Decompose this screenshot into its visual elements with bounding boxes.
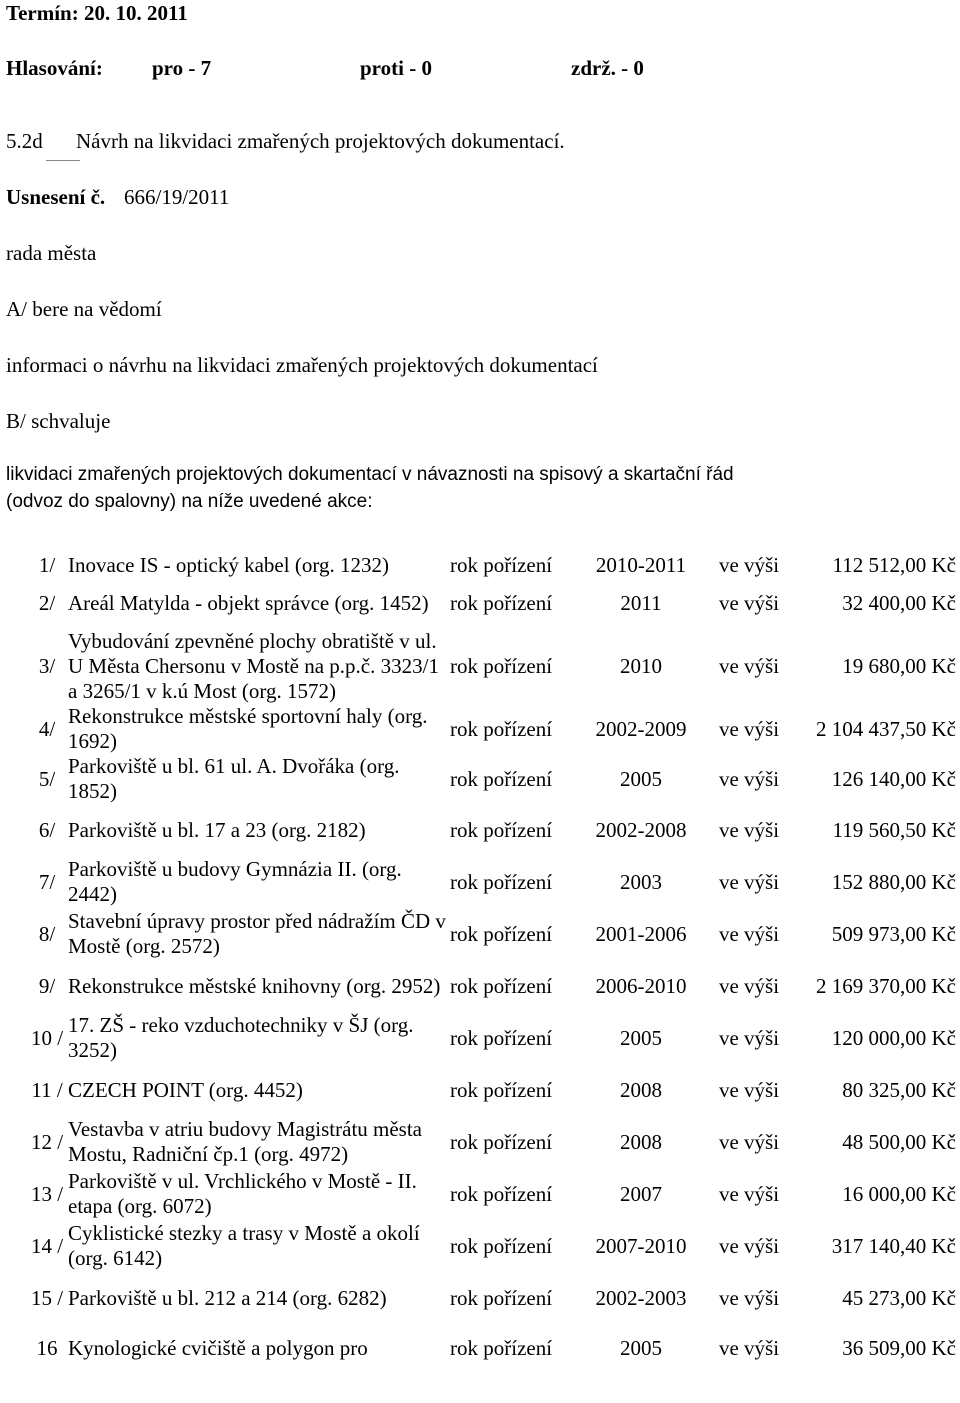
acquisition-year-cell: 2006-2010 — [595, 973, 687, 998]
table-row — [28, 960, 956, 1012]
amount-label-cell: ve výši — [718, 921, 780, 946]
voting-label: Hlasování: — [6, 56, 103, 80]
item-number-cell: 13 / — [30, 1181, 64, 1206]
item-description-cell: Rekonstrukce městské knihovny (org. 2952) — [68, 973, 441, 998]
acquisition-label-cell: rok pořízení — [450, 552, 553, 577]
amount-label-cell: ve výši — [718, 1335, 780, 1360]
amount-label-cell: ve výši — [718, 869, 780, 894]
section-b-text-line2: (odvoz do spalovny) na níže uvedené akce: — [6, 491, 373, 512]
amount-label-cell: ve výši — [718, 1077, 780, 1102]
amount-label-cell: ve výši — [718, 1129, 780, 1154]
table-row — [28, 1168, 956, 1220]
item-number-cell: 7/ — [38, 869, 56, 894]
acquisition-label-cell: rok pořízení — [450, 1285, 553, 1310]
table-row — [28, 552, 956, 578]
amount-cell: 317 140,40 Kč — [831, 1233, 956, 1258]
acquisition-label-cell: rok pořízení — [450, 1025, 553, 1050]
amount-label-cell: ve výši — [718, 1025, 780, 1050]
item-description-cell: Vestavba v atriu budovy Magistrátu města Mostu, Radniční čp.1 (org. 4972) — [68, 1117, 423, 1166]
acquisition-label-cell: rok pořízení — [450, 973, 553, 998]
amount-cell: 120 000,00 Kč — [831, 1025, 956, 1050]
amount-label-cell: ve výši — [718, 817, 780, 842]
amount-cell: 112 512,00 Kč — [832, 552, 956, 577]
amount-cell: 36 509,00 Kč — [842, 1335, 956, 1360]
amount-cell: 48 500,00 Kč — [842, 1129, 956, 1154]
amount-label-cell: ve výši — [718, 973, 780, 998]
acquisition-label-cell: rok pořízení — [450, 817, 553, 842]
amount-cell: 19 680,00 Kč — [842, 653, 956, 678]
table-row — [28, 908, 956, 960]
amount-label-cell: ve výši — [718, 766, 780, 791]
item-description-cell: Inovace IS - optický kabel (org. 1232) — [68, 552, 389, 577]
item-number-cell: 1/ — [38, 552, 56, 577]
item-number-cell: 4/ — [38, 716, 56, 741]
item-number-cell: 16 — [36, 1335, 58, 1360]
section-a-text: informaci o návrhu na likvidaci zmařených projektových dokumentací — [6, 353, 598, 377]
table-row — [28, 628, 956, 704]
item-number-cell: 14 / — [30, 1233, 64, 1258]
divider — [46, 160, 80, 161]
section-b-heading: B/ schvaluje — [6, 409, 111, 433]
acquisition-year-cell: 2003 — [620, 869, 662, 894]
amount-cell: 45 273,00 Kč — [842, 1285, 956, 1310]
acquisition-year-cell: 2002-2003 — [595, 1285, 687, 1310]
amount-label-cell: ve výši — [718, 1285, 780, 1310]
table-row — [28, 754, 956, 804]
item-number: 5.2d — [6, 129, 43, 153]
acquisition-year-cell: 2010 — [620, 653, 662, 678]
section-b-text-line1: likvidaci zmařených projektových dokumentací v návaznosti na spisový a skartační řád — [6, 464, 734, 485]
table-row — [28, 1012, 956, 1064]
table-row — [28, 1220, 956, 1272]
acquisition-year-cell: 2011 — [620, 590, 662, 615]
council-text: rada města — [6, 241, 97, 265]
item-number-cell: 11 / — [31, 1077, 63, 1102]
acquisition-label-cell: rok pořízení — [450, 590, 553, 615]
table-row — [28, 704, 956, 754]
table-row — [28, 856, 956, 908]
item-description-cell: Areál Matylda - objekt správce (org. 1452) — [68, 590, 429, 615]
acquisition-year-cell: 2002-2009 — [595, 716, 687, 741]
item-title: Návrh na likvidaci zmařených projektových dokumentací. — [76, 129, 565, 153]
item-description-cell: Rekonstrukce městské sportovní haly (org. 1692) — [68, 704, 428, 753]
amount-label-cell: ve výši — [718, 590, 780, 615]
acquisition-year-cell: 2008 — [620, 1129, 662, 1154]
item-number-cell: 10 / — [30, 1025, 64, 1050]
amount-cell: 509 973,00 Kč — [831, 921, 956, 946]
acquisition-year-cell: 2001-2006 — [595, 921, 687, 946]
acquisition-label-cell: rok pořízení — [450, 1335, 553, 1360]
item-number-cell: 15 / — [30, 1285, 64, 1310]
acquisition-label-cell: rok pořízení — [450, 653, 553, 678]
amount-cell: 16 000,00 Kč — [842, 1181, 956, 1206]
item-description-cell: Vybudování zpevněné plochy obratiště v ul. U Města Chersonu v Mostě na p.p.č. 3323/1 a 3265/1 v k.ú Most (org. 1572) — [68, 628, 439, 703]
amount-label-cell: ve výši — [718, 716, 780, 741]
item-number-cell: 3/ — [38, 653, 56, 678]
amount-cell: 80 325,00 Kč — [842, 1077, 956, 1102]
acquisition-year-cell: 2007-2010 — [595, 1233, 687, 1258]
item-description-cell: 17. ZŠ - reko vzduchotechniky v ŠJ (org. 3252) — [68, 1013, 414, 1062]
resolution-label: Usnesení č. — [6, 185, 106, 209]
votes-against: proti - 0 — [360, 56, 432, 80]
acquisition-year-cell: 2008 — [620, 1077, 662, 1102]
item-description-cell: Cyklistické stezky a trasy v Mostě a okolí (org. 6142) — [68, 1221, 420, 1270]
termin-date: Termín: 20. 10. 2011 — [6, 1, 188, 25]
item-description-cell: Parkoviště u budovy Gymnázia II. (org. 2442) — [68, 857, 402, 906]
acquisition-label-cell: rok pořízení — [450, 766, 553, 791]
item-description-cell: Parkoviště u bl. 61 ul. A. Dvořáka (org. 1852) — [68, 754, 400, 803]
table-row — [28, 1324, 956, 1372]
item-number-cell: 8/ — [38, 921, 56, 946]
item-number-cell: 6/ — [38, 817, 56, 842]
item-number-cell: 9/ — [38, 973, 56, 998]
acquisition-label-cell: rok pořízení — [450, 921, 553, 946]
votes-abstain: zdrž. - 0 — [571, 56, 644, 80]
items-table-body — [28, 552, 956, 1372]
table-row — [28, 1272, 956, 1324]
amount-label-cell: ve výši — [718, 1181, 780, 1206]
acquisition-year-cell: 2005 — [620, 1025, 662, 1050]
amount-label-cell: ve výši — [718, 552, 780, 577]
acquisition-label-cell: rok pořízení — [450, 716, 553, 741]
item-number-cell: 2/ — [38, 590, 56, 615]
amount-cell: 119 560,50 Kč — [832, 817, 956, 842]
table-row — [28, 1064, 956, 1116]
acquisition-year-cell: 2005 — [620, 1335, 662, 1360]
item-description-cell: Kynologické cvičiště a polygon pro — [68, 1335, 368, 1360]
table-row — [28, 1116, 956, 1168]
acquisition-year-cell: 2010-2011 — [595, 552, 687, 577]
item-description-cell: Parkoviště v ul. Vrchlického v Mostě - II. etapa (org. 6072) — [68, 1169, 417, 1218]
acquisition-year-cell: 2005 — [620, 766, 662, 791]
item-description-cell: Parkoviště u bl. 17 a 23 (org. 2182) — [68, 817, 366, 842]
amount-cell: 2 169 370,00 Kč — [816, 973, 956, 998]
acquisition-year-cell: 2007 — [620, 1181, 662, 1206]
acquisition-label-cell: rok pořízení — [450, 1129, 553, 1154]
item-number-cell: 12 / — [30, 1129, 64, 1154]
acquisition-label-cell: rok pořízení — [450, 869, 553, 894]
amount-cell: 2 104 437,50 Kč — [816, 716, 956, 741]
acquisition-label-cell: rok pořízení — [450, 1233, 553, 1258]
amount-label-cell: ve výši — [718, 1233, 780, 1258]
section-a-heading: A/ bere na vědomí — [6, 297, 162, 321]
acquisition-year-cell: 2002-2008 — [595, 817, 687, 842]
amount-cell: 152 880,00 Kč — [831, 869, 956, 894]
amount-label-cell: ve výši — [718, 653, 780, 678]
acquisition-label-cell: rok pořízení — [450, 1181, 553, 1206]
votes-for: pro - 7 — [152, 56, 212, 80]
table-row — [28, 804, 956, 856]
item-description-cell: Stavební úpravy prostor před nádražím ČD v Mostě (org. 2572) — [68, 909, 446, 958]
item-number-cell: 5/ — [38, 766, 56, 791]
amount-cell: 32 400,00 Kč — [842, 590, 956, 615]
table-row — [28, 578, 956, 628]
item-description-cell: Parkoviště u bl. 212 a 214 (org. 6282) — [68, 1285, 387, 1310]
items-table — [28, 552, 956, 1372]
acquisition-label-cell: rok pořízení — [450, 1077, 553, 1102]
item-description-cell: CZECH POINT (org. 4452) — [68, 1077, 303, 1102]
amount-cell: 126 140,00 Kč — [831, 766, 956, 791]
resolution-number: 666/19/2011 — [124, 185, 230, 209]
